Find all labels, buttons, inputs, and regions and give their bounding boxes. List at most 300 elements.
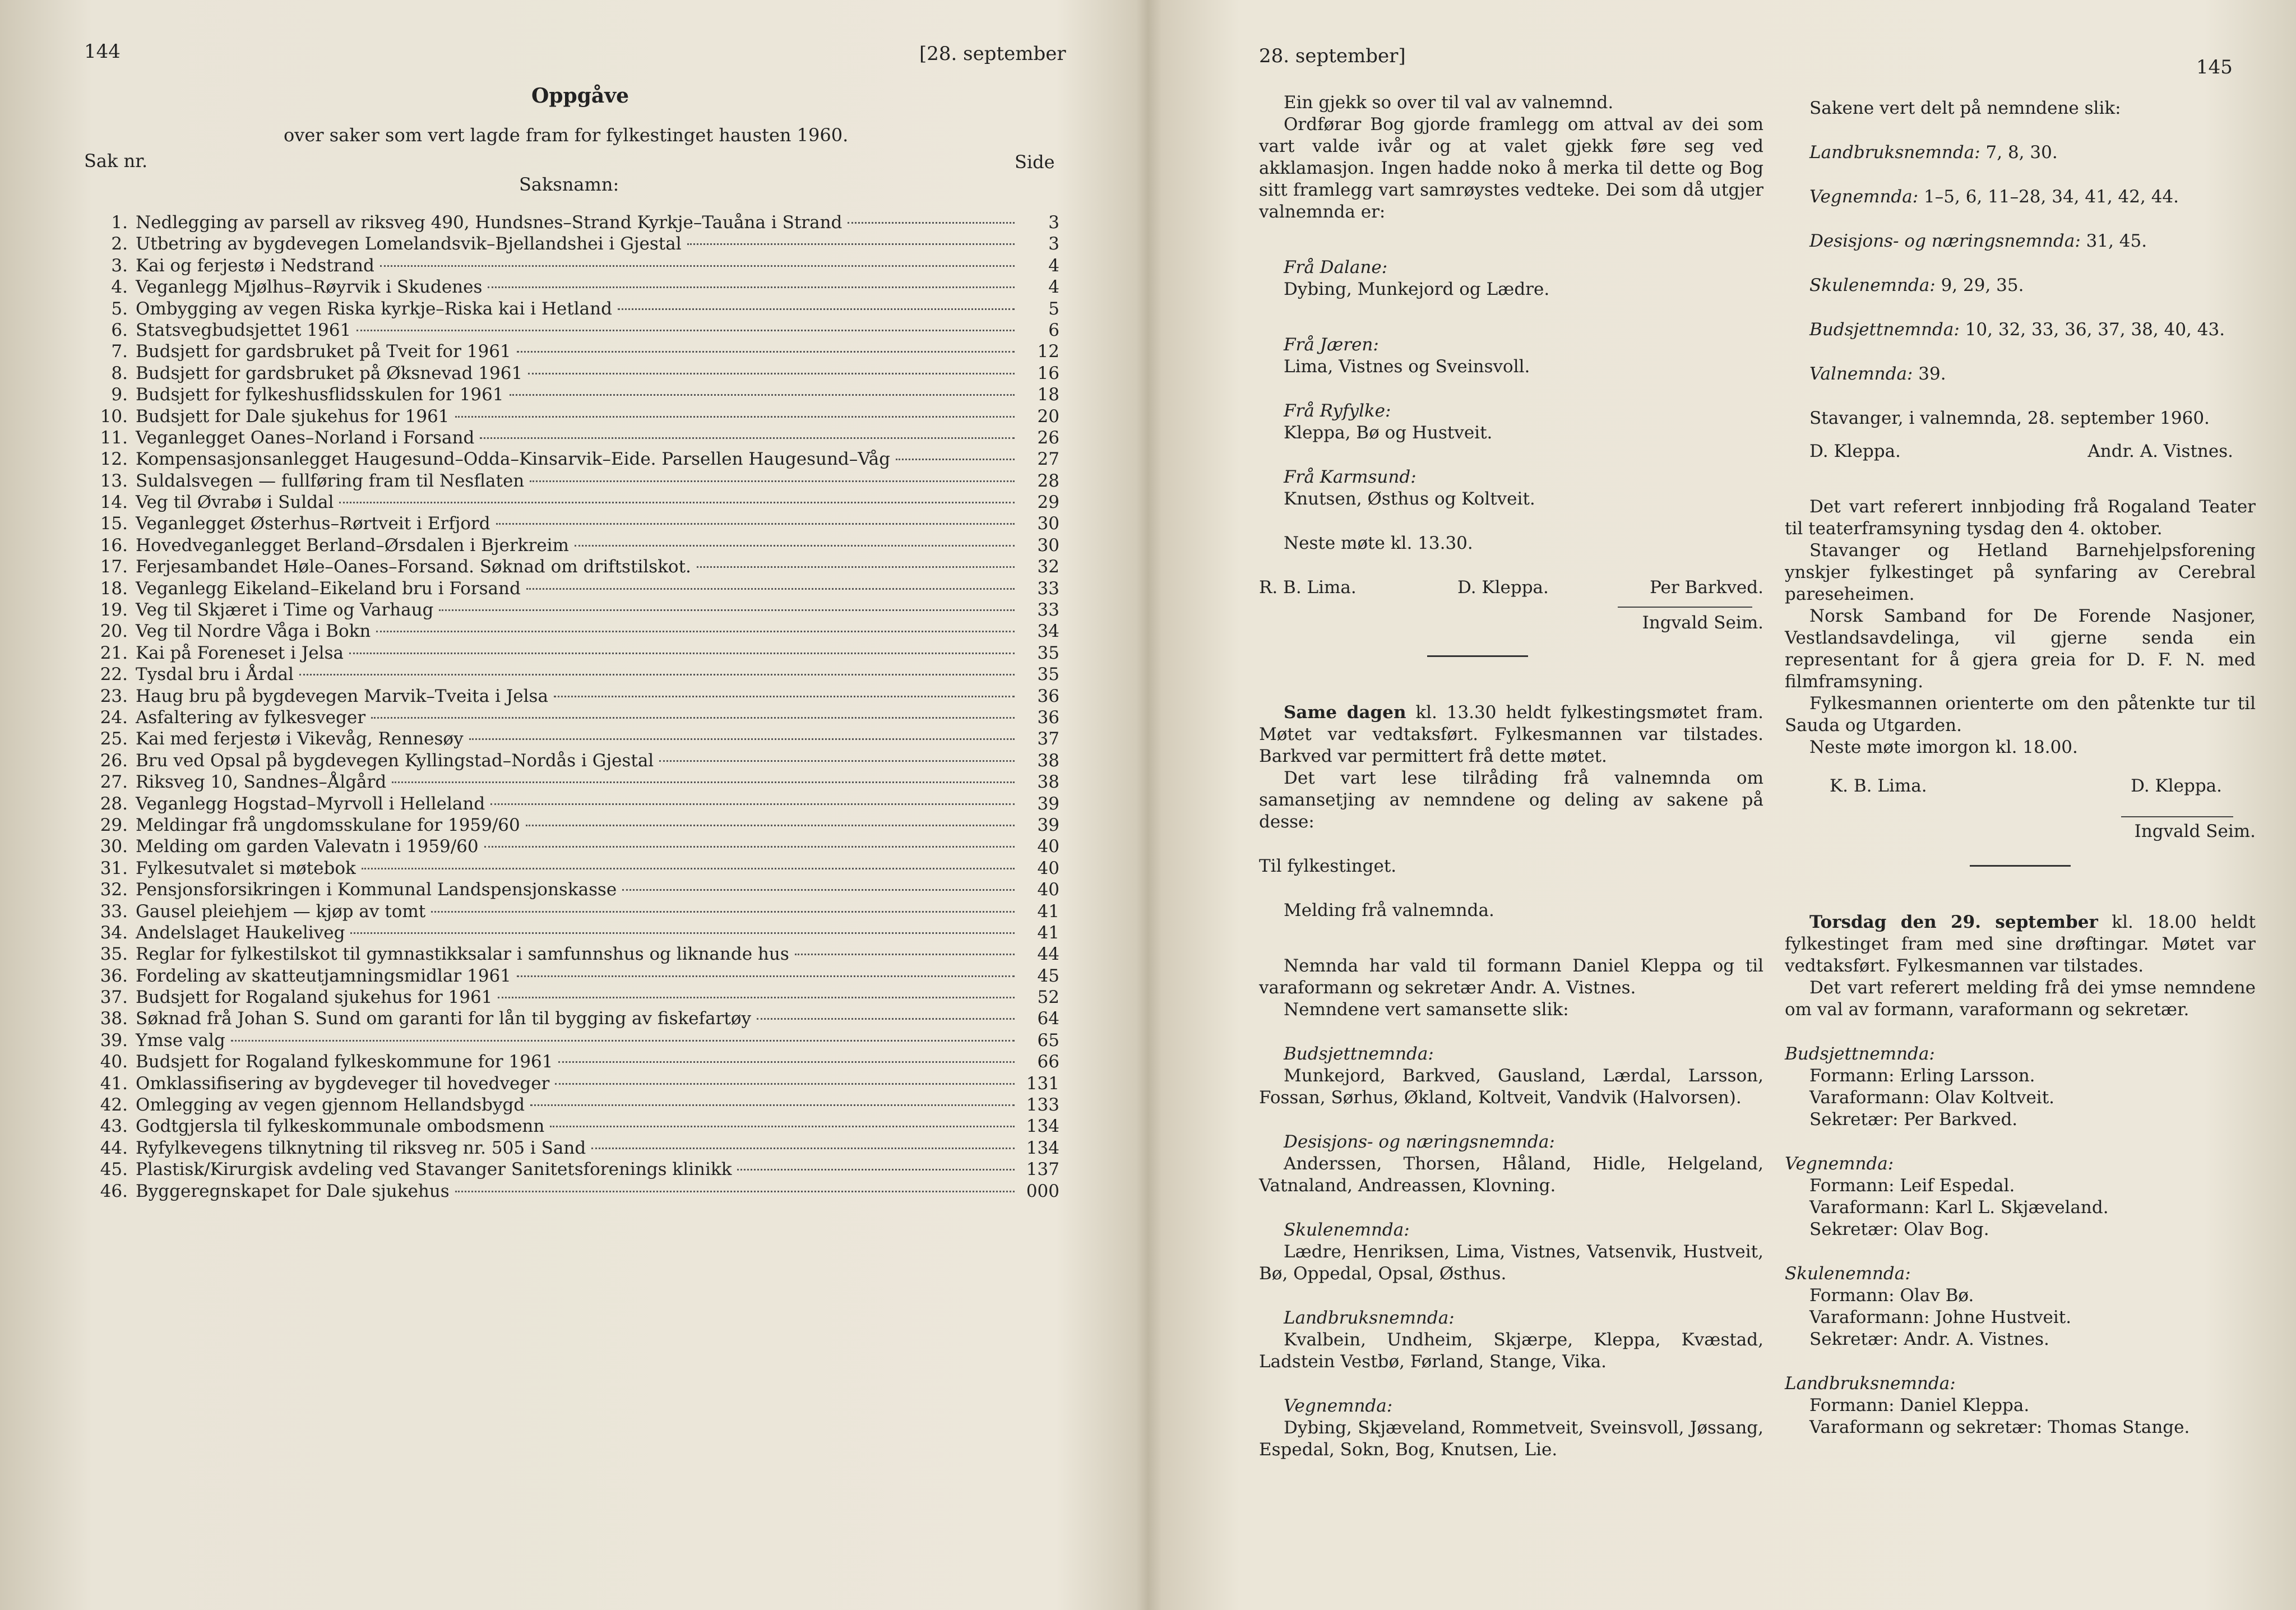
toc-item-page: 16 bbox=[1037, 363, 1059, 383]
toc-item-number: 21. bbox=[100, 642, 128, 663]
paragraph: Nemndene vert samansette slik: bbox=[1284, 1000, 1569, 1020]
toc-row bbox=[84, 836, 1059, 857]
toc-item-page: 65 bbox=[1037, 1030, 1059, 1051]
toc-item-page: 39 bbox=[1037, 815, 1059, 835]
signatures bbox=[1259, 577, 1763, 599]
signature: Ingvald Seim. bbox=[1642, 613, 1763, 633]
committee-members: Kvalbein, Undheim, Skjærpe, Kleppa, Kvæstad, Ladstein Vestbø, Førland, Stange, Vika. bbox=[1259, 1330, 1763, 1372]
toc-item-number: 19. bbox=[100, 600, 128, 621]
toc-leader-dots bbox=[455, 1191, 1015, 1192]
toc-item-title: Byggeregnskapet for Dale sjukehus bbox=[136, 1181, 450, 1201]
paragraph: Nemnda har vald til formann Daniel Kleppa og til varaformann og sekretær Andr. A. Vistnes. bbox=[1259, 956, 1763, 998]
toc-item-page: 41 bbox=[1037, 901, 1059, 922]
toc-item-title: Budsjett for gardsbruket på Tveit for 1961 bbox=[136, 341, 511, 362]
signatures bbox=[1785, 441, 2256, 462]
region-members: Knutsen, Østhus og Koltveit. bbox=[1284, 489, 1535, 509]
toc-item-number: 45. bbox=[100, 1159, 128, 1180]
right-page bbox=[1158, 0, 2296, 1610]
toc-leader-dots bbox=[380, 265, 1015, 267]
toc-item-number: 26. bbox=[100, 750, 128, 771]
toc-item-title: Kompensasjonsanlegget Haugesund–Odda–Kinsarvik–Eide. Parsellen Haugesund–Våg bbox=[136, 449, 891, 470]
toc-item-page: 134 bbox=[1026, 1137, 1059, 1158]
toc-item-title: Asfaltering av fylkesveger bbox=[136, 707, 366, 728]
toc-row bbox=[84, 793, 1059, 815]
toc-leader-dots bbox=[555, 1083, 1015, 1085]
committee-heading: Vegnemnda: bbox=[1785, 1154, 1894, 1174]
toc-item-page: 44 bbox=[1037, 944, 1059, 965]
toc-item-number: 38. bbox=[100, 1008, 128, 1029]
signatures bbox=[1785, 775, 2256, 797]
toc-row bbox=[84, 686, 1059, 707]
toc-row bbox=[84, 965, 1059, 987]
toc-item-number: 28. bbox=[100, 793, 128, 814]
toc-item-number: 18. bbox=[100, 578, 128, 599]
toc-leader-dots bbox=[498, 997, 1015, 998]
toc-item-page: 12 bbox=[1037, 341, 1059, 362]
paragraph: Stavanger og Hetland Barnehjelpsforening ynskjer fylkestinget på synfaring av Cerebral pareseheimen. bbox=[1785, 540, 2256, 604]
place-date: Stavanger, i valnemnda, 28. september 1960. bbox=[1809, 408, 2210, 428]
toc-item-number: 39. bbox=[100, 1030, 128, 1051]
toc-row bbox=[84, 320, 1059, 341]
toc-item-title: Omlegging av vegen gjennom Hellandsbygd bbox=[136, 1095, 525, 1116]
allocation: Vegnemnda: 1–5, 6, 11–28, 34, 41, 42, 44. bbox=[1809, 187, 2179, 207]
toc-item-number: 35. bbox=[100, 944, 128, 965]
toc-item-title: Budsjett for Rogaland fylkeskommune for 1961 bbox=[136, 1052, 553, 1072]
region-heading: Frå Dalane: bbox=[1284, 257, 1388, 277]
committee-members: Lædre, Henriksen, Lima, Vistnes, Vatsenvik, Hustveit, Bø, Oppedal, Opsal, Østhus. bbox=[1259, 1242, 1763, 1284]
toc-item-title: Bru ved Opsal på bygdevegen Kyllingstad–Nordås i Gjestal bbox=[136, 750, 654, 771]
committee-heading: Desisjons- og næringsnemnda: bbox=[1284, 1132, 1555, 1152]
toc-item-number: 23. bbox=[100, 686, 128, 706]
toc-item-page: 40 bbox=[1037, 880, 1059, 900]
toc-leader-dots bbox=[350, 932, 1015, 934]
toc-row bbox=[84, 233, 1059, 255]
allocation: Budsjettnemnda: 10, 32, 33, 36, 37, 38, 40, 43. bbox=[1809, 320, 2225, 340]
left-page-number: 144 bbox=[84, 40, 121, 63]
toc-title: Oppgåve bbox=[531, 84, 629, 108]
toc-item-page: 20 bbox=[1037, 406, 1059, 427]
toc-leader-dots bbox=[737, 1169, 1015, 1171]
signature: K. B. Lima. bbox=[1830, 776, 1927, 796]
toc-item-page: 137 bbox=[1026, 1159, 1059, 1180]
toc-item-title: Fylkesutvalet si møtebok bbox=[136, 858, 356, 878]
signature: D. Kleppa. bbox=[2131, 776, 2222, 796]
allocation: Skulenemnda: 9, 29, 35. bbox=[1809, 275, 2024, 295]
toc-item-title: Ymse valg bbox=[136, 1030, 225, 1051]
toc-item-page: 40 bbox=[1037, 858, 1059, 878]
toc-item-page: 18 bbox=[1037, 385, 1059, 405]
toc-item-page: 32 bbox=[1037, 557, 1059, 577]
officer: Varaformann: Johne Hustveit. bbox=[1809, 1307, 2072, 1327]
committee-members: Anderssen, Thorsen, Håland, Hidle, Helgeland, Vatnaland, Andreassen, Klovning. bbox=[1259, 1154, 1763, 1196]
toc-row bbox=[84, 664, 1059, 685]
toc-item-title: Godtgjersla til fylkeskommunale ombodsmenn bbox=[136, 1116, 545, 1137]
toc-item-number: 10. bbox=[100, 406, 128, 427]
right-page-number: 145 bbox=[2196, 56, 2233, 78]
toc-row bbox=[84, 341, 1059, 362]
toc-item-number: 5. bbox=[111, 298, 128, 319]
toc-item-title: Omklassifisering av bygdeveger til hovedveger bbox=[136, 1073, 550, 1094]
toc-item-page: 3 bbox=[1048, 234, 1059, 255]
toc-item-title: Reglar for fylkestilskot til gymnastikksalar i samfunnshus og liknande hus bbox=[136, 944, 789, 965]
toc-item-number: 41. bbox=[100, 1073, 128, 1094]
toc-item-title: Budsjett for fylkeshusflidsskulen for 1961 bbox=[136, 385, 504, 405]
paragraph: Sakene vert delt på nemndene slik: bbox=[1809, 98, 2121, 118]
toc-item-number: 24. bbox=[100, 707, 128, 728]
toc-leader-dots bbox=[622, 889, 1015, 891]
committee-heading: Budsjettnemnda: bbox=[1284, 1044, 1434, 1064]
toc-item-number: 1. bbox=[111, 212, 128, 233]
toc-row bbox=[84, 621, 1059, 642]
toc-leader-dots bbox=[439, 609, 1015, 611]
right-running-header: 28. september] bbox=[1259, 45, 1406, 67]
toc-leader-dots bbox=[339, 502, 1015, 503]
toc-item-title: Utbetring av bygdevegen Lomelandsvik–Bjellandshei i Gjestal bbox=[136, 234, 682, 255]
toc-item-title: Veganlegg Mjølhus–Røyrvik i Skudenes bbox=[136, 277, 483, 298]
toc-item-number: 20. bbox=[100, 621, 128, 642]
paragraph: Ein gjekk so over til val av valnemnd. bbox=[1284, 92, 1614, 113]
officer: Formann: Daniel Kleppa. bbox=[1809, 1395, 2030, 1415]
toc-item-number: 8. bbox=[111, 363, 128, 383]
officer: Varaformann og sekretær: Thomas Stange. bbox=[1809, 1417, 2190, 1437]
toc-item-title: Andelslaget Haukeliveg bbox=[136, 922, 345, 943]
toc-row bbox=[84, 1137, 1059, 1159]
toc-item-title: Budsjett for Dale sjukehus for 1961 bbox=[136, 406, 450, 427]
officer: Formann: Erling Larsson. bbox=[1809, 1066, 2035, 1086]
toc-item-number: 42. bbox=[100, 1095, 128, 1116]
col-header-sak: Sak nr. bbox=[84, 150, 148, 172]
toc-leader-dots bbox=[496, 523, 1015, 525]
toc-item-page: 4 bbox=[1048, 255, 1059, 276]
toc-row bbox=[84, 987, 1059, 1008]
toc-leader-dots bbox=[231, 1040, 1015, 1042]
toc-leader-dots bbox=[554, 696, 1015, 697]
allocation: Valnemnda: 39. bbox=[1809, 364, 1946, 384]
toc-item-number: 3. bbox=[111, 255, 128, 276]
toc-item-title: Suldalsvegen — fullføring fram til Nesflaten bbox=[136, 470, 525, 491]
toc-item-page: 134 bbox=[1026, 1116, 1059, 1137]
toc-item-title: Veganlegg Eikeland–Eikeland bru i Forsand bbox=[136, 578, 521, 599]
toc-item-page: 29 bbox=[1037, 492, 1059, 513]
col-header-side: Side bbox=[1015, 151, 1055, 173]
toc-row bbox=[84, 492, 1059, 513]
toc-item-title: Veganlegg Hogstad–Myrvoll i Helleland bbox=[136, 793, 485, 814]
toc-item-number: 27. bbox=[100, 772, 128, 793]
toc-item-page: 40 bbox=[1037, 836, 1059, 857]
region-members: Kleppa, Bø og Hustveit. bbox=[1284, 423, 1493, 443]
officer: Varaformann: Olav Koltveit. bbox=[1809, 1088, 2055, 1108]
toc-leader-dots bbox=[687, 243, 1015, 245]
committee-heading: Landbruksnemnda: bbox=[1284, 1308, 1455, 1328]
toc-leader-dots bbox=[848, 222, 1015, 224]
toc-item-number: 6. bbox=[111, 320, 128, 340]
toc-item-page: 131 bbox=[1026, 1073, 1059, 1094]
toc-item-page: 33 bbox=[1037, 600, 1059, 621]
region-heading: Frå Karmsund: bbox=[1284, 467, 1417, 487]
paragraph: Det vart referert melding frå dei ymse nemndene om val av formann, varaformann og sekretær. bbox=[1785, 978, 2256, 1020]
toc-leader-dots bbox=[455, 416, 1015, 418]
region-heading: Frå Ryfylke: bbox=[1284, 401, 1391, 421]
toc-item-title: Ryfylkevegens tilknytning til riksveg nr. 505 i Sand bbox=[136, 1137, 586, 1158]
toc-item-number: 12. bbox=[100, 449, 128, 470]
toc-row bbox=[84, 750, 1059, 771]
toc-item-page: 37 bbox=[1037, 729, 1059, 750]
toc-row bbox=[84, 384, 1059, 405]
toc-leader-dots bbox=[896, 459, 1015, 460]
toc-item-number: 34. bbox=[100, 922, 128, 943]
toc-item-title: Nedlegging av parsell av riksveg 490, Hundsnes–Strand Kyrkje–Tauåna i Strand bbox=[136, 212, 843, 233]
toc-item-title: Ferjesambandet Høle–Oanes–Forsand. Søknad om driftstilskot. bbox=[136, 557, 691, 577]
officer: Varaformann: Karl L. Skjæveland. bbox=[1809, 1197, 2109, 1218]
toc-item-title: Budsjett for gardsbruket på Øksnevad 1961 bbox=[136, 363, 523, 383]
toc-item-title: Pensjonsforsikringen i Kommunal Landspensjonskasse bbox=[136, 880, 617, 900]
toc-item-title: Haug bru på bygdevegen Marvik–Tveita i Jelsa bbox=[136, 686, 548, 706]
toc-leader-dots bbox=[528, 373, 1015, 374]
toc-item-title: Gausel pleiehjem — kjøp av tomt bbox=[136, 901, 426, 922]
toc-leader-dots bbox=[550, 1126, 1015, 1127]
toc-row bbox=[84, 858, 1059, 879]
toc-row bbox=[84, 1159, 1059, 1180]
committee-heading: Skulenemnda: bbox=[1284, 1220, 1410, 1240]
officer: Formann: Leif Espedal. bbox=[1809, 1176, 2015, 1196]
toc-row bbox=[84, 276, 1059, 298]
toc-item-title: Veg til Skjæret i Time og Varhaug bbox=[136, 600, 434, 621]
toc-row bbox=[84, 922, 1059, 943]
toc-item-page: 30 bbox=[1037, 513, 1059, 534]
committee-heading: Landbruksnemnda: bbox=[1785, 1373, 1956, 1394]
toc-item-title: Ombygging av vegen Riska kyrkje–Riska kai i Hetland bbox=[136, 298, 612, 319]
toc-item-page: 34 bbox=[1037, 621, 1059, 642]
toc-leader-dots bbox=[431, 911, 1015, 913]
toc-item-page: 38 bbox=[1037, 772, 1059, 793]
toc-row bbox=[84, 406, 1059, 427]
toc-item-page: 35 bbox=[1037, 664, 1059, 685]
toc-row bbox=[84, 879, 1059, 900]
toc-item-page: 33 bbox=[1037, 578, 1059, 599]
toc-item-page: 30 bbox=[1037, 535, 1059, 556]
toc-row bbox=[84, 901, 1059, 922]
toc-row bbox=[84, 470, 1059, 492]
toc-item-title: Kai med ferjestø i Vikevåg, Rennesøy bbox=[136, 729, 464, 750]
committee-heading: Skulenemnda: bbox=[1785, 1264, 1911, 1284]
paragraph: Det vart lese tilråding frå valnemnda om samansetjing av nemndene og deling av sakene på desse: bbox=[1259, 768, 1763, 832]
toc-item-title: Melding om garden Valevatn i 1959/60 bbox=[136, 836, 479, 857]
toc-row bbox=[84, 943, 1059, 965]
toc-leader-dots bbox=[349, 653, 1015, 654]
toc-row bbox=[84, 1116, 1059, 1137]
toc-item-number: 43. bbox=[100, 1116, 128, 1137]
toc-leader-dots bbox=[526, 825, 1015, 826]
committee-members: Munkejord, Barkved, Gausland, Lærdal, Larsson, Fossan, Sørhus, Økland, Koltveit, Vandvik (Halvorsen). bbox=[1259, 1066, 1763, 1108]
toc-item-page: 35 bbox=[1037, 642, 1059, 663]
toc-item-title: Tysdal bru i Årdal bbox=[136, 664, 294, 685]
toc-item-number: 9. bbox=[111, 385, 128, 405]
officer: Sekretær: Andr. A. Vistnes. bbox=[1809, 1329, 2049, 1349]
paragraph: Same dagen kl. 13.30 heldt fylkestingsmøtet fram. Møtet var vedtaksført. Fylkesmannen var tilstades. Barkved var permittert frå dette møtet. bbox=[1259, 702, 1763, 766]
toc-leader-dots bbox=[659, 760, 1015, 762]
toc-item-number: 31. bbox=[100, 858, 128, 878]
toc-leader-dots bbox=[357, 330, 1015, 331]
toc-leader-dots bbox=[618, 308, 1015, 310]
toc-item-page: 27 bbox=[1037, 449, 1059, 470]
toc-item-number: 25. bbox=[100, 729, 128, 750]
toc-leader-dots bbox=[795, 954, 1015, 955]
toc-leader-dots bbox=[510, 394, 1015, 396]
signature: Ingvald Seim. bbox=[2134, 821, 2256, 841]
officer: Sekretær: Per Barkved. bbox=[1809, 1109, 2018, 1130]
toc-item-page: 38 bbox=[1037, 750, 1059, 771]
toc-list bbox=[84, 212, 1059, 1202]
toc-leader-dots bbox=[376, 631, 1015, 632]
paragraph: Til fylkestinget. bbox=[1259, 856, 1397, 876]
toc-item-page: 000 bbox=[1026, 1181, 1059, 1201]
toc-item-page: 36 bbox=[1037, 707, 1059, 728]
toc-row bbox=[84, 212, 1059, 233]
toc-leader-dots bbox=[490, 803, 1015, 805]
toc-item-number: 32. bbox=[100, 880, 128, 900]
left-page bbox=[0, 0, 1138, 1610]
toc-item-page: 64 bbox=[1037, 1008, 1059, 1029]
toc-leader-dots bbox=[757, 1018, 1015, 1020]
paragraph: Det vart referert innbjoding frå Rogaland Teater til teaterframsyning tysdag den 4. oktober. bbox=[1785, 497, 2256, 539]
toc-item-title: Budsjett for Rogaland sjukehus for 1961 bbox=[136, 987, 493, 1008]
toc-item-page: 45 bbox=[1037, 965, 1059, 986]
allocation: Desisjons- og næringsnemnda: 31, 45. bbox=[1809, 231, 2147, 251]
toc-item-number: 33. bbox=[100, 901, 128, 922]
col-header-saksnamn: Saksnamn: bbox=[519, 174, 619, 195]
toc-leader-dots bbox=[591, 1148, 1015, 1149]
toc-item-page: 4 bbox=[1048, 277, 1059, 298]
toc-leader-dots bbox=[480, 437, 1015, 439]
toc-item-number: 16. bbox=[100, 535, 128, 556]
toc-item-number: 46. bbox=[100, 1181, 128, 1201]
toc-item-title: Veganlegget Østerhus–Rørtveit i Erfjord bbox=[136, 513, 490, 534]
toc-row bbox=[84, 363, 1059, 384]
toc-leader-dots bbox=[517, 351, 1015, 353]
toc-row bbox=[84, 728, 1059, 750]
toc-leader-dots bbox=[530, 480, 1015, 482]
committee-heading: Vegnemnda: bbox=[1284, 1396, 1393, 1416]
right-column-1 bbox=[1259, 92, 1763, 1461]
toc-item-title: Meldingar frå ungdomsskulane for 1959/60 bbox=[136, 815, 520, 835]
right-column-2 bbox=[1785, 98, 2256, 1438]
next-meeting: Neste møte imorgon kl. 18.00. bbox=[1809, 737, 2078, 757]
toc-item-number: 17. bbox=[100, 557, 128, 577]
toc-leader-dots bbox=[392, 781, 1015, 783]
toc-row bbox=[84, 448, 1059, 470]
left-running-header: [28. september bbox=[919, 43, 1066, 65]
toc-row bbox=[84, 771, 1059, 793]
toc-row bbox=[84, 427, 1059, 448]
toc-row bbox=[84, 642, 1059, 664]
toc-row bbox=[84, 513, 1059, 534]
toc-item-title: Veg til Øvrabø i Suldal bbox=[136, 492, 334, 513]
toc-item-page: 3 bbox=[1048, 212, 1059, 233]
toc-leader-dots bbox=[558, 1061, 1015, 1063]
paragraph: Melding frå valnemnda. bbox=[1284, 900, 1494, 920]
toc-leader-dots bbox=[575, 545, 1015, 547]
toc-leader-dots bbox=[484, 846, 1015, 848]
toc-row bbox=[84, 535, 1059, 556]
region-members: Dybing, Munkejord og Lædre. bbox=[1284, 279, 1550, 299]
toc-row bbox=[84, 1051, 1059, 1072]
paragraph: Torsdag den 29. september kl. 18.00 heldt fylkestinget fram med sine drøftingar. Møtet var vedtaksført. Fylkesmannen var tilstades. bbox=[1785, 912, 2256, 976]
officer: Formann: Olav Bø. bbox=[1809, 1285, 1974, 1306]
next-meeting: Neste møte kl. 13.30. bbox=[1284, 533, 1473, 553]
toc-item-title: Plastisk/Kirurgisk avdeling ved Stavanger Sanitetsforenings klinikk bbox=[136, 1159, 732, 1180]
toc-item-number: 30. bbox=[100, 836, 128, 857]
region-members: Lima, Vistnes og Sveinsvoll. bbox=[1284, 357, 1530, 377]
toc-row bbox=[84, 556, 1059, 577]
toc-subtitle: over saker som vert lagde fram for fylkestinget hausten 1960. bbox=[284, 124, 849, 146]
toc-row bbox=[84, 1008, 1059, 1029]
toc-item-title: Fordeling av skatteutjamningsmidlar 1961 bbox=[136, 965, 511, 986]
toc-row bbox=[84, 1030, 1059, 1051]
toc-item-number: 13. bbox=[100, 470, 128, 491]
signature: Per Barkved. bbox=[1650, 577, 1763, 598]
toc-item-page: 133 bbox=[1026, 1095, 1059, 1116]
toc-leader-dots bbox=[530, 1104, 1015, 1106]
region-heading: Frå Jæren: bbox=[1284, 335, 1379, 355]
toc-item-page: 36 bbox=[1037, 686, 1059, 706]
toc-item-title: Søknad frå Johan S. Sund om garanti for lån til bygging av fiskefartøy bbox=[136, 1008, 752, 1029]
toc-item-page: 26 bbox=[1037, 427, 1059, 448]
toc-item-title: Veganlegget Oanes–Norland i Forsand bbox=[136, 427, 475, 448]
toc-item-page: 6 bbox=[1048, 320, 1059, 340]
allocation: Landbruksnemnda: 7, 8, 30. bbox=[1809, 142, 2058, 163]
toc-leader-dots bbox=[469, 738, 1015, 740]
toc-leader-dots bbox=[371, 717, 1015, 719]
toc-row bbox=[84, 578, 1059, 599]
toc-row bbox=[84, 1073, 1059, 1094]
toc-row bbox=[84, 1094, 1059, 1116]
signature: D. Kleppa. bbox=[1457, 577, 1549, 598]
paragraph: Fylkesmannen orienterte om den påtenkte tur til Sauda og Utgarden. bbox=[1785, 693, 2256, 735]
toc-leader-dots bbox=[526, 588, 1015, 590]
toc-item-number: 44. bbox=[100, 1137, 128, 1158]
toc-item-page: 39 bbox=[1037, 793, 1059, 814]
toc-row bbox=[84, 298, 1059, 320]
signature: R. B. Lima. bbox=[1259, 577, 1357, 598]
toc-item-number: 14. bbox=[100, 492, 128, 513]
toc-leader-dots bbox=[488, 286, 1015, 288]
toc-item-title: Statsvegbudsjettet 1961 bbox=[136, 320, 351, 340]
toc-row bbox=[84, 255, 1059, 276]
toc-item-page: 5 bbox=[1048, 298, 1059, 319]
toc-item-number: 40. bbox=[100, 1052, 128, 1072]
toc-leader-dots bbox=[299, 674, 1015, 676]
toc-item-title: Hovedveganlegget Berland–Ørsdalen i Bjerkreim bbox=[136, 535, 569, 556]
toc-item-page: 41 bbox=[1037, 922, 1059, 943]
toc-row bbox=[84, 707, 1059, 728]
committee-heading: Budsjettnemnda: bbox=[1785, 1044, 1935, 1064]
signature: D. Kleppa. bbox=[1809, 441, 1901, 461]
officer: Sekretær: Olav Bog. bbox=[1809, 1219, 1989, 1239]
toc-row bbox=[84, 1181, 1059, 1202]
toc-item-number: 37. bbox=[100, 987, 128, 1008]
toc-item-page: 52 bbox=[1037, 987, 1059, 1008]
signature: Andr. A. Vistnes. bbox=[2087, 441, 2233, 461]
toc-item-number: 36. bbox=[100, 965, 128, 986]
toc-item-number: 7. bbox=[111, 341, 128, 362]
toc-item-title: Riksveg 10, Sandnes–Ålgård bbox=[136, 772, 387, 793]
toc-row bbox=[84, 815, 1059, 836]
toc-leader-dots bbox=[517, 975, 1015, 977]
paragraph: Ordførar Bog gjorde framlegg om attval av dei som vart valde ivår og at valet gjekk føre seg ved akklamasjon. Ingen hadde noko å merka til dette og Bog sitt framlegg vart samrøystes vedteke. Dei som då utgjer valnemnda er: bbox=[1259, 114, 1763, 222]
toc-item-number: 4. bbox=[111, 277, 128, 298]
toc-item-number: 22. bbox=[100, 664, 128, 685]
toc-item-page: 28 bbox=[1037, 470, 1059, 491]
